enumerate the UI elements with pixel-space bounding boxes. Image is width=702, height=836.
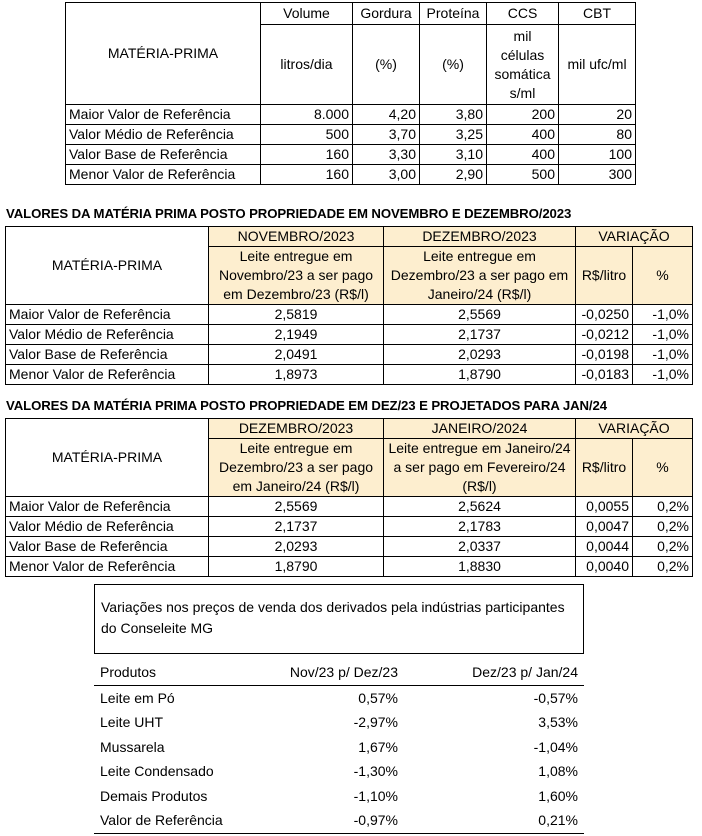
cell: 1,8790 — [209, 557, 384, 577]
dec-jan-price-table — [5, 418, 693, 577]
header-variation: VARIAÇÃO — [576, 227, 693, 247]
table-row — [94, 759, 584, 784]
cell: 2,0491 — [209, 345, 384, 365]
header-cbt: CBT — [559, 3, 636, 25]
row-label: Valor Médio de Referência — [66, 125, 261, 145]
section-title-nov-dec: VALORES DA MATÉRIA PRIMA POSTO PROPRIEDADE EM NOVEMBRO E DEZEMBRO/2023 — [6, 206, 572, 221]
table-row — [94, 784, 584, 809]
cell: 500 — [487, 165, 559, 185]
row-label: Valor Base de Referência — [6, 345, 209, 365]
cell: 2,1949 — [209, 325, 384, 345]
cell: 0,0040 — [576, 557, 633, 577]
table-row — [6, 557, 693, 577]
cell: 1,08% — [538, 763, 578, 779]
table-row — [6, 325, 693, 345]
cell: 1,8830 — [384, 557, 576, 577]
section-title-dec-jan: VALORES DA MATÉRIA PRIMA POSTO PROPRIEDADE EM DEZ/23 E PROJETADOS PARA JAN/24 — [6, 398, 607, 413]
row-label: Valor Médio de Referência — [6, 517, 209, 537]
cell: 400 — [487, 125, 559, 145]
raw-material-header: MATÉRIA-PRIMA — [66, 3, 261, 105]
cell: 2,5569 — [209, 497, 384, 517]
cell: 0,2% — [633, 557, 693, 577]
row-label: Maior Valor de Referência — [6, 305, 209, 325]
cell: 2,1737 — [209, 517, 384, 537]
cell: 2,0293 — [209, 537, 384, 557]
cell: 8.000 — [261, 105, 353, 125]
cell: 0,2% — [633, 497, 693, 517]
cell: 160 — [261, 145, 353, 165]
row-label: Demais Produtos — [100, 787, 208, 804]
unit-ccs: mil células somática s/ml — [487, 25, 559, 105]
cell: 2,0337 — [384, 537, 576, 557]
row-label: Valor Médio de Referência — [6, 325, 209, 345]
header-december: DEZEMBRO/2023 — [209, 419, 384, 439]
table-row — [66, 145, 636, 165]
raw-material-header: MATÉRIA-PRIMA — [6, 227, 209, 305]
cell: 0,2% — [633, 537, 693, 557]
derivatives-table — [94, 660, 584, 834]
unit-fat: (%) — [353, 25, 420, 105]
cell: 400 — [487, 145, 559, 165]
table-row — [6, 537, 693, 557]
row-label: Maior Valor de Referência — [66, 105, 261, 125]
cell: 300 — [559, 165, 636, 185]
header-ccs: CCS — [487, 3, 559, 25]
table-row — [66, 165, 636, 185]
cell: 3,80 — [420, 105, 487, 125]
cell: 2,5569 — [384, 305, 576, 325]
cell: 3,30 — [353, 145, 420, 165]
cell: 0,2% — [633, 517, 693, 537]
cell: 80 — [559, 125, 636, 145]
row-label: Leite Condensado — [100, 763, 214, 779]
raw-material-header: MATÉRIA-PRIMA — [6, 419, 209, 497]
table-row — [94, 685, 584, 710]
cell: -0,0183 — [576, 365, 633, 385]
cell: -0,0212 — [576, 325, 633, 345]
cell: 160 — [261, 165, 353, 185]
cell: 20 — [559, 105, 636, 125]
header-products: Produtos — [94, 660, 264, 685]
cell: 0,0044 — [576, 537, 633, 557]
cell: 3,00 — [353, 165, 420, 185]
unit-cbt: mil ufc/ml — [559, 25, 636, 105]
row-label: Valor Base de Referência — [66, 145, 261, 165]
cell: -1,10% — [353, 787, 398, 804]
cell: 0,21% — [404, 808, 584, 833]
cell: 2,5819 — [209, 305, 384, 325]
cell: -1,04% — [533, 738, 578, 755]
row-label: Menor Valor de Referência — [66, 165, 261, 185]
unit-percent: % — [633, 439, 693, 497]
derivatives-heading: Variações nos preços de venda dos derivados pela indústrias participantes do Conseleite MG — [94, 584, 584, 654]
header-dec-jan: Dez/23 p/ Jan/24 — [404, 660, 584, 685]
cell: -1,0% — [633, 325, 693, 345]
table-row — [66, 125, 636, 145]
cell: 3,70 — [353, 125, 420, 145]
table-row — [94, 735, 584, 760]
cell: -1,0% — [633, 365, 693, 385]
derivatives-section — [94, 584, 584, 834]
cell: 1,8790 — [384, 365, 576, 385]
header-nov-dec: Nov/23 p/ Dez/23 — [264, 660, 404, 685]
nov-dec-price-table — [5, 226, 693, 385]
cell: 100 — [559, 145, 636, 165]
table-row — [6, 365, 693, 385]
reference-parameters-table — [65, 2, 636, 185]
cell: 2,0293 — [384, 345, 576, 365]
header-variation: VARIAÇÃO — [576, 419, 693, 439]
header-protein: Proteína — [420, 3, 487, 25]
header-volume: Volume — [261, 3, 353, 25]
cell: 2,1737 — [384, 325, 576, 345]
unit-rs-litro: R$/litro — [576, 247, 633, 305]
cell: 1,60% — [538, 787, 578, 804]
unit-volume: litros/dia — [261, 25, 353, 105]
cell: -1,30% — [353, 763, 398, 779]
row-label: Maior Valor de Referência — [6, 497, 209, 517]
table-row — [94, 808, 584, 833]
table-row — [94, 710, 584, 735]
cell: 4,20 — [353, 105, 420, 125]
unit-protein: (%) — [420, 25, 487, 105]
cell: 0,0055 — [576, 497, 633, 517]
cell: -0,0250 — [576, 305, 633, 325]
cell: -1,0% — [633, 305, 693, 325]
cell: 1,8973 — [209, 365, 384, 385]
row-label: Menor Valor de Referência — [6, 557, 209, 577]
row-label: Mussarela — [100, 738, 165, 755]
row-label: Leite em Pó — [100, 689, 175, 706]
cell: -0,57% — [533, 689, 578, 706]
unit-percent: % — [633, 247, 693, 305]
desc-december: Leite entregue em Dezembro/23 a ser pago em Janeiro/24 (R$/l) — [209, 439, 384, 497]
cell: -0,97% — [264, 808, 404, 833]
row-label: Valor Base de Referência — [6, 537, 209, 557]
cell: 2,90 — [420, 165, 487, 185]
cell: 2,5624 — [384, 497, 576, 517]
cell: -0,0198 — [576, 345, 633, 365]
desc-january: Leite entregue em Janeiro/24 a ser pago em Fevereiro/24 (R$/l) — [384, 439, 576, 497]
row-label: Valor de Referência — [94, 808, 264, 833]
table-row — [6, 305, 693, 325]
header-january: JANEIRO/2024 — [384, 419, 576, 439]
cell: 200 — [487, 105, 559, 125]
row-label: Menor Valor de Referência — [6, 365, 209, 385]
cell: 3,10 — [420, 145, 487, 165]
unit-rs-litro: R$/litro — [576, 439, 633, 497]
cell: 3,53% — [538, 714, 578, 730]
desc-december: Leite entregue em Dezembro/23 a ser pago em Janeiro/24 (R$/l) — [384, 247, 576, 305]
cell: 2,1783 — [384, 517, 576, 537]
cell: 500 — [261, 125, 353, 145]
cell: 0,57% — [358, 689, 398, 706]
header-december: DEZEMBRO/2023 — [384, 227, 576, 247]
header-november: NOVEMBRO/2023 — [209, 227, 384, 247]
cell: 0,0047 — [576, 517, 633, 537]
table-row — [6, 497, 693, 517]
desc-november: Leite entregue em Novembro/23 a ser pago em Dezembro/23 (R$/l) — [209, 247, 384, 305]
cell: -2,97% — [353, 714, 398, 730]
table-row — [6, 345, 693, 365]
row-label: Leite UHT — [100, 714, 164, 730]
cell: -1,0% — [633, 345, 693, 365]
table-row — [66, 105, 636, 125]
cell: 1,67% — [358, 738, 398, 755]
header-fat: Gordura — [353, 3, 420, 25]
table-row — [6, 517, 693, 537]
cell: 3,25 — [420, 125, 487, 145]
